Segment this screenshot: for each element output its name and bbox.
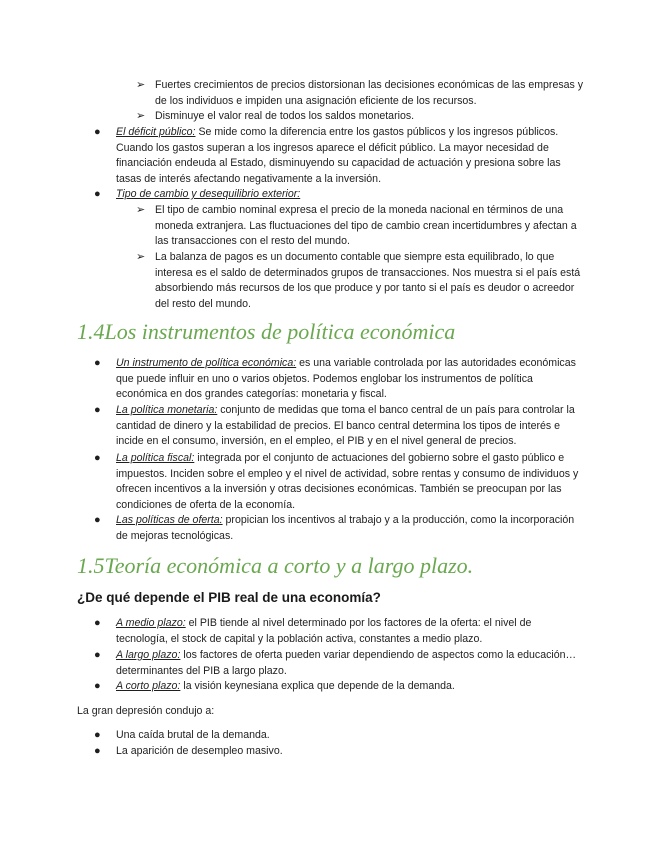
item-text: los factores de oferta pueden variar dependiendo de aspectos como la educación… determinantes del PIB a largo plazo. (116, 649, 577, 677)
bullet-item (94, 513, 581, 544)
sub-bullet-text: La balanza de pagos es un documento contable que siempre esta equilibrado, lo que interesa es el saldo de determinados grupos de transacciones. Nos muestra si el país está absorbiendo más recursos de los que produce y por tanto si el país es deudor o acreedor del resto del mundo. (155, 251, 581, 310)
item-text: Una caída brutal de la demanda. (116, 729, 270, 741)
sub-bullet (136, 250, 585, 312)
item-label: A corto plazo: (116, 680, 181, 692)
sub-bullet (136, 78, 585, 109)
arrow-bullet-icon: ➢ (136, 110, 146, 122)
item-label: La política fiscal: (116, 452, 195, 464)
arrow-bullet-icon: ➢ (136, 204, 146, 216)
bullet-icon: ● (94, 729, 101, 741)
paragraph: La gran depresión condujo a: (77, 705, 215, 717)
bullet-icon: ● (94, 188, 101, 200)
bullet-icon: ● (94, 649, 101, 661)
bullet-item (94, 616, 581, 647)
section-heading: 1.4Los instrumentos de política económica (77, 319, 456, 344)
bullet-icon: ● (94, 126, 101, 138)
section-heading: 1.5Teoría económica a corto y a largo plazo. (77, 553, 474, 578)
item-text: Se mide como la diferencia entre los gastos públicos y los ingresos públicos. Cuando los gastos superan a los ingresos aparece el déficit público. La mayor necesidad de financiación endeuda al Estado, disminuyendo su capacidad de actuación y presiona sobre las tasas de interés afectando negativamente a la inversión. (116, 126, 561, 185)
item-label: A medio plazo: (116, 617, 186, 629)
bullet-icon: ● (94, 617, 101, 629)
bullet-item (94, 356, 581, 403)
sub-bullet-text: Disminuye el valor real de todos los saldos monetarios. (155, 110, 415, 122)
bullet-item (94, 648, 581, 679)
item-text: es una variable controlada por las autoridades económicas que puede influir en uno o varios objetos. Podemos englobar los instrumentos de política económica en dos grandes categorías: monetaria y fiscal. (116, 357, 576, 401)
bullet-icon: ● (94, 514, 101, 526)
item-text: la visión keynesiana explica que depende de la demanda. (180, 680, 455, 692)
item-label: El déficit público: (116, 126, 196, 138)
item-text: propician los incentivos al trabajo y a la producción, como la incorporación de mejoras tecnológicas. (116, 514, 575, 542)
bullet-icon: ● (94, 357, 101, 369)
item-label: Tipo de cambio y desequilibrio exterior: (116, 188, 301, 200)
arrow-bullet-icon: ➢ (136, 251, 146, 263)
bullet-icon: ● (94, 452, 101, 464)
bullet-item (94, 728, 581, 744)
item-label: A largo plazo: (116, 649, 181, 661)
sub-bullet-text: Fuertes crecimientos de precios distorsionan las decisiones económicas de las empresas y de los individuos e impiden una asignación eficiente de los recursos. (155, 79, 584, 107)
item-label: La política monetaria: (116, 404, 218, 416)
item-label: Un instrumento de política económica: (116, 357, 297, 369)
bullet-icon: ● (94, 404, 101, 416)
sub-bullet (136, 203, 585, 250)
subsection-heading: ¿De qué depende el PIB real de una economía? (77, 590, 381, 605)
bullet-item (94, 187, 581, 203)
arrow-bullet-icon: ➢ (136, 79, 146, 91)
item-text: La aparición de desempleo masivo. (116, 745, 283, 757)
sub-bullet (136, 109, 585, 125)
bullet-item (94, 744, 581, 760)
bullet-item (94, 125, 581, 187)
sub-bullet-text: El tipo de cambio nominal expresa el precio de la moneda nacional en términos de una moneda extranjera. Las fluctuaciones del tipo de cambio crean incertidumbres y afectan a las transacciones con el resto del mundo. (155, 204, 577, 248)
item-text: integrada por el conjunto de actuaciones del gobierno sobre el gasto público e impuestos. Inciden sobre el empleo y el nivel de actividad, sobre rentas y consumo de individuos y ofrecen incentivos a la inversión y otras decisiones económicas. También se preocupan por las condiciones de oferta de la economía. (116, 452, 579, 511)
bullet-item (94, 451, 581, 513)
item-text: conjunto de medidas que toma el banco central de un país para controlar la cantidad de dinero y la estabilidad de precios. El banco central determina los tipos de interés e incide en el consumo, inversión, en el empleo, el PIB y en el nivel general de precios. (116, 404, 575, 448)
bullet-item (94, 403, 581, 450)
bullet-icon: ● (94, 680, 101, 692)
bullet-item (94, 679, 581, 695)
item-text: el PIB tiende al nivel determinado por los factores de la oferta: el nivel de tecnología, el stock de capital y la población activa, constantes a medio plazo. (116, 617, 532, 645)
item-label: Las políticas de oferta: (116, 514, 223, 526)
bullet-icon: ● (94, 745, 101, 757)
